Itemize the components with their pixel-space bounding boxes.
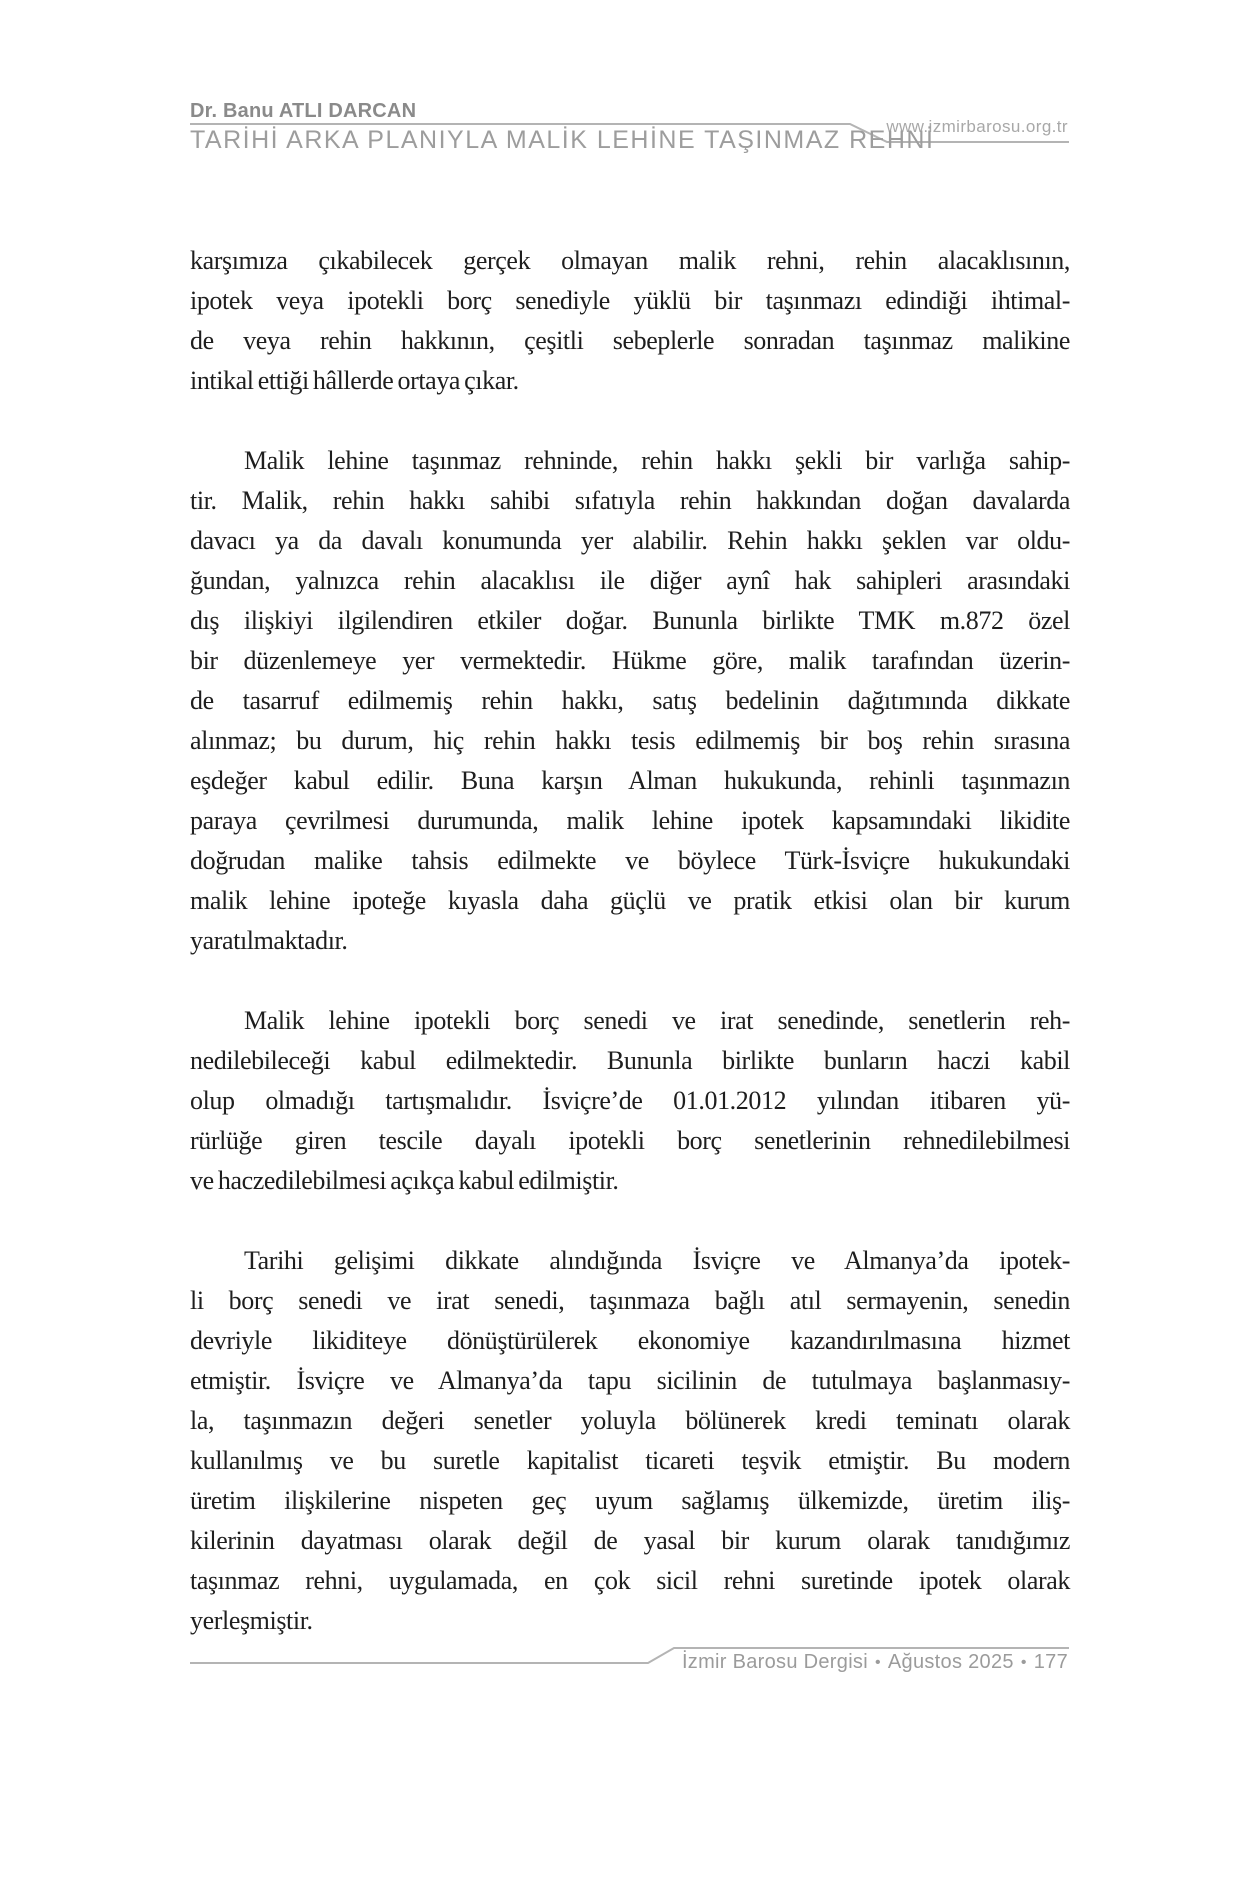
text-line: ipotek veya ipotekli borç senediyle yüklü bir taşınmazı edindiği ihtimal-: [190, 286, 1070, 315]
text-line: alınmaz; bu durum, hiç rehin hakkı tesis edilmemiş bir boş rehin sırasına: [190, 726, 1070, 755]
text-line: davacı ya da davalı konumunda yer alabilir. Rehin hakkı şeklen var oldu-: [190, 526, 1070, 555]
text-line: yerleşmiştir.: [190, 1606, 313, 1635]
text-line: de tasarruf edilmemiş rehin hakkı, satış bedelinin dağıtımında dikkate: [190, 686, 1070, 715]
text-line: Malik lehine ipotekli borç senedi ve irat senedinde, senetlerin reh-: [244, 1006, 1070, 1035]
text-line: etmiştir. İsviçre ve Almanya’da tapu sicilinin de tutulmaya başlanmasıy-: [190, 1366, 1070, 1395]
text-line: kilerinin dayatması olarak değil de yasal bir kurum olarak tanıdığımız: [190, 1526, 1070, 1555]
journal-name: İzmir Barosu Dergisi: [681, 1651, 868, 1673]
page-number: 177: [1033, 1651, 1068, 1673]
text-line: devriyle likiditeye dönüştürülerek ekonomiye kazandırılmasına hizmet: [190, 1326, 1070, 1355]
text-line: Malik lehine taşınmaz rehninde, rehin hakkı şekli bir varlığa sahip-: [244, 446, 1070, 475]
text-line: bir düzenlemeye yer vermektedir. Hükme göre, malik tarafından üzerin-: [190, 646, 1070, 675]
text-line: la, taşınmazın değeri senetler yoluyla bölünerek kredi teminatı olarak: [190, 1406, 1070, 1435]
text-line: ğundan, yalnızca rehin alacaklısı ile diğer aynî hak sahipleri arasındaki: [190, 566, 1070, 595]
text-line: ve haczedilebilmesi açıkça kabul edilmiştir.: [190, 1166, 619, 1195]
text-line: paraya çevrilmesi durumunda, malik lehine ipotek kapsamındaki likidite: [190, 806, 1070, 835]
text-line: kullanılmış ve bu suretle kapitalist ticareti teşvik etmiştir. Bu modern: [190, 1446, 1070, 1475]
text-line: eşdeğer kabul edilir. Buna karşın Alman hukukunda, rehinli taşınmazın: [190, 766, 1070, 795]
text-line: de veya rehin hakkının, çeşitli sebeplerle sonradan taşınmaz malikine: [190, 326, 1070, 355]
text-line: tir. Malik, rehin hakkı sahibi sıfatıyla rehin hakkından doğan davalarda: [190, 486, 1070, 515]
text-line: dış ilişkiyi ilgilendiren etkiler doğar. Bununla birlikte TMK m.872 özel: [190, 606, 1070, 635]
issue-date: Ağustos 2025: [887, 1651, 1014, 1673]
article-title: TARİHİ ARKA PLANIYLA MALİK LEHİNE TAŞINMAZ REHNİ: [190, 126, 935, 154]
separator-bullet: •: [874, 1654, 881, 1671]
website-url: www.izmirbarosu.org.tr: [886, 117, 1068, 136]
text-line: yaratılmaktadır.: [190, 926, 348, 955]
text-line: üretim ilişkilerine nispeten geç uyum sağlamış ülkemizde, üretim iliş-: [190, 1486, 1070, 1515]
text-line: malik lehine ipoteğe kıyasla daha güçlü ve pratik etkisi olan bir kurum: [190, 886, 1070, 915]
text-line: li borç senedi ve irat senedi, taşınmaza bağlı atıl sermayenin, senedin: [190, 1286, 1070, 1315]
separator-bullet: •: [1020, 1654, 1027, 1671]
paragraph: [190, 1001, 1070, 1201]
author-name: Dr. Banu ATLI DARCAN: [190, 100, 417, 122]
text-line: nedilebileceği kabul edilmektedir. Bununla birlikte bunların haczi kabil: [190, 1046, 1070, 1075]
text-line: intikal ettiği hâllerde ortaya çıkar.: [190, 366, 519, 395]
text-line: karşımıza çıkabilecek gerçek olmayan malik rehni, rehin alacaklısının,: [190, 246, 1070, 275]
paragraph: [190, 241, 1070, 401]
paragraph: [190, 441, 1070, 961]
text-line: taşınmaz rehni, uygulamada, en çok sicil rehni suretinde ipotek olarak: [190, 1566, 1070, 1595]
paragraph: [190, 1241, 1070, 1641]
article-body: [190, 241, 1070, 1641]
text-line: rürlüğe giren tescile dayalı ipotekli borç senetlerinin rehnedilebilmesi: [190, 1126, 1070, 1155]
text-line: doğrudan malike tahsis edilmekte ve böylece Türk-İsviçre hukukundaki: [190, 846, 1070, 875]
text-line: Tarihi gelişimi dikkate alındığında İsviçre ve Almanya’da ipotek-: [244, 1246, 1070, 1275]
text-line: olup olmadığı tartışmalıdır. İsviçre’de 01.01.2012 yılından itibaren yü-: [190, 1086, 1070, 1115]
footer-text: [190, 1651, 1068, 1674]
